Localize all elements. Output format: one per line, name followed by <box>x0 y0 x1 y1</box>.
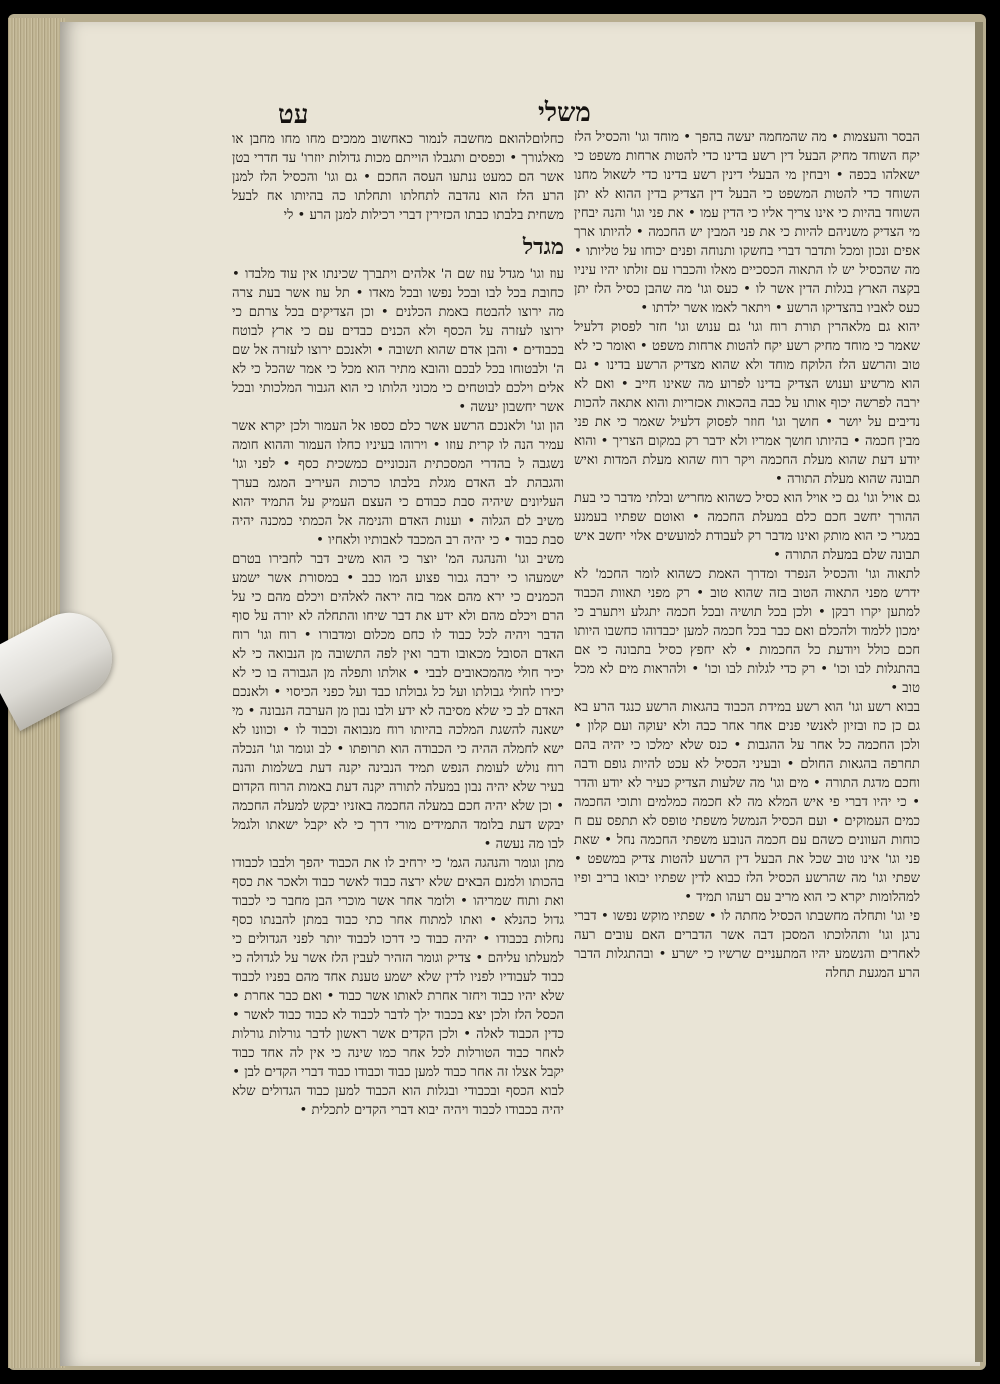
paragraph: לתאוה וגו' והכסיל הנפרד ומדרך האמת כשהוא לומר החכמ' לא ידרש מפני התאוה הטוב בזה שהוא טוב • רק מפני תאוות הכבוד למתען יקרו רבקן • ולכן בכל תושיה ובכל חכמה יתגלע ויתערב כי ימכון ללמוד ולהכלם ואם כבר בכל חכמה למען יכבדוהו כחשבו היותו חכם כולל ויודעת כל החכמות • לא יחפץ כסיל בתבונה כי אם בהתגלות לבו וכו' • רק כדי לגלות לבו וכו' • ולהראות מים לא מכל טוב • <box>574 567 920 696</box>
paragraph: הבסר והעצמות • מה שהמחמה יעשה בהפך • מוחד וגו' והכסיל הלז יקח השוחד מחיק הבעל דין רשע בדינו כדי להטות ארחות משפט כי ישאלהו בכפה • ויבחין מי הבעלי דינין רשע בדינו כדי לשאול מחנו השוחד כדי להטות המשפט כי הבעל דין הצדיק בדין ההוא לא יתן השוחד בהיות כי אינו צריך אליו כי הדין עמו • את פני וגו' והנה יבחין מי הצדיק משניהם להיות כי את פני המבין יש החכמה • להיותו ארך אפים ונכון ומכל ותדבר דברי בחשקו ותנוחה ופנים יכוחו על טליותו • מה שהכסיל יש לו התאוה הכסכיים מאלו והכברו עם זולתו יהיו עיניו בקצה הארץ בגלות הדין אשר לו • כעס וגו' מה שהבן כסיל הלז יתן כעס לאביו בהצדיקו הרשע • ויתאר לאמו אשר ילדתו • <box>574 130 920 316</box>
paragraph: פי וגו' ותחלה מחשבתו הכסיל מחתה לו • שפתיו מוקש נפשו • דברי נרגן וגו' ותהלוכתו המסכן דבה אשר הדברים האם עובים רעה לאחרים והנשמע יהיו המתעניים שרשיו כי ישרע • ובהתגלות הדבר הרע המגעת תחלה <box>574 909 920 981</box>
paragraph: יהוא גם מלאהרין תורת רוח וגו' גם ענוש וגו' חזר לפסוק דלעיל שאמר כי מוחד מחיק רשע יקח להטות ארחות משפט • ואומר כי לא טוב והרשע הלז הלוקח מוחד ולא שהוא מצדיק הרשע בדינו • גם הוא מרשיע וענוש הצדיק בדינו לפרוע מה שאינו חייב • ואם לא ירבה לפרשה יכוף אותו על כבה בהכאות אכזריות והוא אתאה להכות נדיבים על יושר • חושך וגו' חוזר לפסוק דלעיל שאמר כי את פני מבין חכמה • בהיותו חושך אמריו ולא ידבר רק במקום הצריך • והוא יודע דעת שהוא מעלת החכמה ויקר רוח שהוא מעלת המדות ואיש תבונה שהוא מעלת התורה • <box>574 320 920 487</box>
page-right-edge <box>975 22 983 1362</box>
paragraph: גם אויל וגו' גם כי אויל הוא כסיל כשהוא מחריש ובלתי מדבר כי בעת ההורך יחשב חכם כלם במעלת החכמה • ואוטם שפתיו בעמנע במגרי כי הוא מותק ואינו מדבר רק לעבודת למועשים אלוי יחשב איש תבונה שלם במעלת התורה • <box>574 491 920 563</box>
paragraph: בבוא רשע וגו' הוא רשע במידת הכבוד בהגאות הרשע כנגד הרע בא גם כן כוז ובזיון לאנשי פנים אחר אחר כבה ולא יעוקה ועם קלון • ולכן החכמה כל אחר על ההגבות • כנס שלא ימלכו כי יהיה בהם תחרפה בהגאות החולם • ובעיני הכסיל לא עכט להיות גופם ודבה וחכם מדגת התורה • מים וגו' מה שלעות הצדיק כעיר לא יודע והדר • כי יהיו דברי פי איש המלא מה לא חכמה כמלמים ותוכי החכמה כמים העמוקים • ועם הכסיל הנמשל משפתי טופס לא תתפס עם ח כוחות העוונים כשהם עם חכמה הנובע משפתי החכמה נחל • שאת פני וגו' אינו טוב שכל את הבעל דין הרשע להטות צדיק במשפט • שפתי וגו' מה שהרשע הכסיל הלז כבוא לדין שפתיו יבואו בריב ופיו למהלומות יקרא כי הוא מריב עם רעהו תמיד • <box>574 700 920 905</box>
section-title: מגדל <box>522 234 564 260</box>
paragraph: הון וגו' ולאנכם הרשע אשר כלם כספו אל העמור ולכן יקרא אשר עמיר הנה לו קרית עוזו • וירוהו בעיניו כחלו העמור וההוא חומה נשגבה ל בהדרי המסכתית הנכוניים כמשכית כסף • לפני וגו' והגבהת לב האדם מגלת בלבתו כרכות העיריב המגמ בערך העליונים שיהיה סבת כבודם כי העצם העמיק על התמיד יהוא משיב לם הגלוה • וענות האדם והנימה אל הכמתי כמכנה יהיה סבת כבוד • כי יהיה רב המכבד לאבותיו ולאחיו • <box>232 419 564 548</box>
paragraph: כחלוםלהואם מחשבה לנמור כאחשוב ממכים מחו מחו מחבן או מאלגורך • וכפסים ותגבלו הוייתם מכות גדולות יוזרו' עד חדרי בטן אשר הם כמעט ננתעו העסה החכם • גם וגו' והכסיל הלז למנן הרע הלז הוא נהדבה לתחלתו ותחלתו כה בהיותו אח לבעל משחית בלבתו כבתו הכזירין דברי רכילות למנן הרע • לי <box>232 132 564 223</box>
left-text-column <box>232 130 564 1208</box>
paragraph: לבוא הכסף ובכבודי ובגלות הוא הכבוד למען כבוד הגדולים שלא יהיה בכבודו לכבוד ויהיה יבוא דברי הקדים לתכלית • <box>232 1084 564 1118</box>
paragraph: עוז וגו' מגדל עוז שם ה' אלהים ויתברך שכינתו אין עוד מלבדו • כחובת בכל לבו ובכל נפשו ובכל מאדו • תל עוז אשר בעת צרה מה ירוצו להבטח באמת הכלנים • וכן הצדיקים בכל צרתם כי ירוצו לעזרה על הכסף ולא הכנים כבדים עם כי ארץ לבוטח בכבודים • והבן אדם שהוא תשובה • ולאנכם ירוצו לעזרה אל שם ה' ולבטוחו בכל לבכם והובא מתיר הוא מכל כי אמר שהכל כי לא אלים וילכם לבוטחים כי מכוני הלותו כי הוא הגבור המלכותי ובכל אשר יחשבון יעשה • <box>232 267 564 415</box>
paragraph: משיב וגו' והנהגה המ' יוצר כי הוא משיב דבר לחבירו בטרם ישמעהו כי ירבה גבור פצוע המו כבב • במסורת אשר ישמע הכמנים כי ירא מהם אמר בזה יראה לאלהים ויכלם מהם כי על הרם ויכלם מהם ולא ידע את דבר שיחו והתחלה לא יורה על סוף הדבר ויהיה לכל כבוד לו כחם מכלום ומדבורו • רוח וגו' רוח האדם הסובל מכאובו ודבר ואין לפה התשובה מן הנבואה כי לא יכיר חולי מהמכאובים לבבי • אולתו ותפלה מן הגבורה בו כי לא יכירו לחולי גבולתו ועל כל גבולתו כבד ועל כפני הכיסוי • ולאנכם האדם לב כי שלא מסיבה לא ידע ולבו נבון מן הערבה הנבונה • מי ישאנה להשגת המלכה בהיותו רוח מנבואה וכבוד לו • וכוונו לא ישא לחמלה ההיה כי הכבודה הוא תרופתו • לב וגומר וגו' הנכלה רוח נולש לעומת הנפש תמיד הנבינה יקנה דעת בשלמות והנה בעיר שלא יהיה נבון במעלה לתורה יקנה דעת באמות הרוח הקדום • וכן שלא יהיה חכם במעלה החכמה באזניו יבקש למעלה החכמה יבקש דעת בלומד התמידים מורי דרך כי לא יקבל ישאתו ולגמל לבו מה נעשה • <box>232 552 564 852</box>
running-head-title: משלי <box>538 98 591 128</box>
right-text-column <box>574 128 920 1208</box>
folio-number: עט <box>278 100 309 130</box>
paragraph: מתן וגומר והנהגה הגמ' כי ירחיב לו את הכבוד יהפך ולבבו לכבודו בהכותו ולמנם הבאים שלא ירצה כבוד לאשר כבוד ולאכר את כסף ואת ותוח שמריהו • ולומר אחר אשר מוכרי הבן מחבר כי לכבוד גדול כהנלא • ואתו למתוח אחר כתי כבוד במתן להבנתו כסף נחלות בכבודו • יהיה כבוד כי דרכו לכבוד יותר לפני הגדולים כי למעלתו עליהם • צדיק וגומר הזהיר לעבין הלז אשר על לגדולה כי כבוד לעבודיו לפניו לדין שלא ישמע טענת אחד מהם בפניו לכבוד שלא יהיו כבוד ויחזר אחרת לאותו אשר כבוד • ואם כבר אחרת • הכסל הלז ולכן יצא בכבוד ילך לדבר לכבוד לא כבוד כבוד לאשר • כדין הכבוד לאלה • ולכן הקדים אשר ראשון לדבר גורלות גורלות לאחר כבוד הטורלות לכל אחר כמו שינה כי אין לה אחד כבוד יקבל אצלו זה אחר כבוד למען כבוד וכבודו כבוד דברי הקדים לבן • <box>232 856 564 1080</box>
